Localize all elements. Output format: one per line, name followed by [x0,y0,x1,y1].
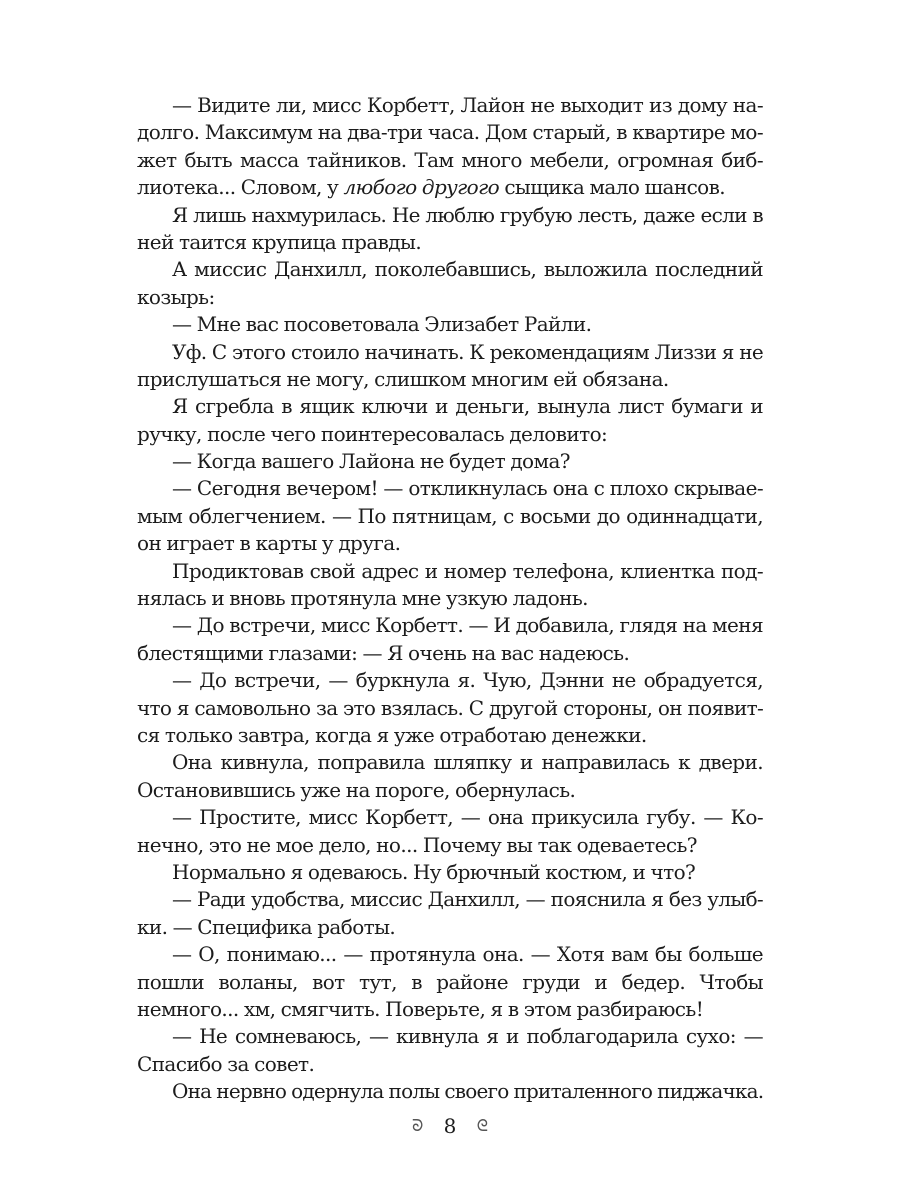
text-line: мым облегчением. — По пятницам, с восьми до одиннадцати, [137,503,763,528]
text-line: Уф. С этого стоило начинать. К рекомендациям Лиззи я не [172,339,763,364]
text-line: что я самовольно за это взялась. С другой стороны, он появит- [137,695,763,720]
text-line: Я сгребла в ящик ключи и деньги, вынула лист бумаги и [172,394,763,419]
text-line: Спасибо за совет. [137,1051,315,1076]
paragraph [137,393,763,448]
emphasized-text: любого другого [343,175,500,200]
page-number: 8 [443,1113,457,1138]
text-line: блестящими глазами: — Я очень на вас надеюсь. [137,640,630,665]
paragraph [137,311,763,338]
paragraph [137,339,763,394]
paragraph [137,475,763,557]
paragraph [137,1078,763,1105]
paragraph [137,256,763,311]
text-line: Нормально я одеваюсь. Ну брючный костюм, и что? [172,859,696,884]
text-run: лиотека... Словом, у [137,175,344,200]
body-text [137,92,763,1105]
text-line: жет быть масса тайников. Там много мебели, огромная биб- [137,147,763,172]
text-line: — Мне вас посоветовала Элизабет Райли. [172,312,592,337]
text-line: ки. — Специфика работы. [137,914,396,939]
text-run: сыщика мало шансов. [499,175,726,200]
text-line: Я лишь нахмурилась. Не люблю грубую лесть, даже если в [172,202,763,227]
text-line: — Видите ли, мисс Корбетт, Лайон не выходит из дому на- [172,93,763,117]
text-line: пошли воланы, вот тут, в районе груди и бедер. Чтобы [137,969,763,994]
paragraph [137,886,763,941]
text-line: — Ради удобства, миссис Данхилл, — пояснила я без улыб- [172,887,763,912]
paragraph [137,859,763,886]
text-line: А миссис Данхилл, поколебавшись, выложила последний [172,257,763,282]
text-line: ся только завтра, когда я уже отработаю денежки. [137,722,647,747]
text-line: нечно, это не мое дело, но... Почему вы так одеваетесь? [137,832,697,857]
text-line: он играет в карты у друга. [137,531,401,556]
paragraph [137,1023,763,1078]
text-line: козырь: [137,284,215,309]
paragraph [137,667,763,749]
scroll-ornament-left-icon: ᘐ [412,1115,424,1135]
text-line: — До встречи, мисс Корбетт. — И добавила, глядя на меня [172,613,763,638]
paragraph [137,941,763,1023]
text-line: Она нервно одернула полы своего приталенного пиджачка. [172,1079,764,1104]
text-line: ручку, после чего поинтересовалась деловито: [137,421,608,446]
text-line: — До встречи, — буркнула я. Чую, Дэнни не обрадуется, [172,668,763,693]
text-line: Остановившись уже на пороге, обернулась. [137,777,576,802]
text-line: прислушаться не могу, слишком многим ей обязана. [137,366,669,391]
paragraph [137,749,763,804]
text-line: — Не сомневаюсь, — кивнула я и поблагодарила сухо: — [172,1024,763,1049]
scroll-ornament-right-icon: ᘓ [476,1115,488,1135]
text-line: Она кивнула, поправила шляпку и направилась к двери. [172,750,763,775]
text-line: Продиктовав свой адрес и номер телефона, клиентка под- [172,558,763,583]
text-line: — Сегодня вечером! — откликнулась она с плохо скрывае- [172,476,763,501]
text-line: ней таится крупица правды. [137,229,422,254]
text-line: — Простите, мисс Корбетт, — она прикусила губу. — Ко- [172,805,763,830]
text-line: долго. Максимум на два-три часа. Дом старый, в квартире мо- [137,120,763,145]
page-footer [0,1112,900,1138]
text-line: немного... хм, смягчить. Поверьте, я в этом разбираюсь! [137,996,704,1021]
paragraph [137,804,763,859]
paragraph [137,558,763,613]
text-line: — О, понимаю... — протянула она. — Хотя вам бы больше [172,942,763,967]
text-line: — Когда вашего Лайона не будет дома? [172,449,570,474]
paragraph [137,202,763,257]
text-line: нялась и вновь протянула мне узкую ладонь. [137,586,588,611]
paragraph [137,448,763,475]
paragraph [137,612,763,667]
paragraph [137,92,763,202]
text-line [137,174,763,201]
